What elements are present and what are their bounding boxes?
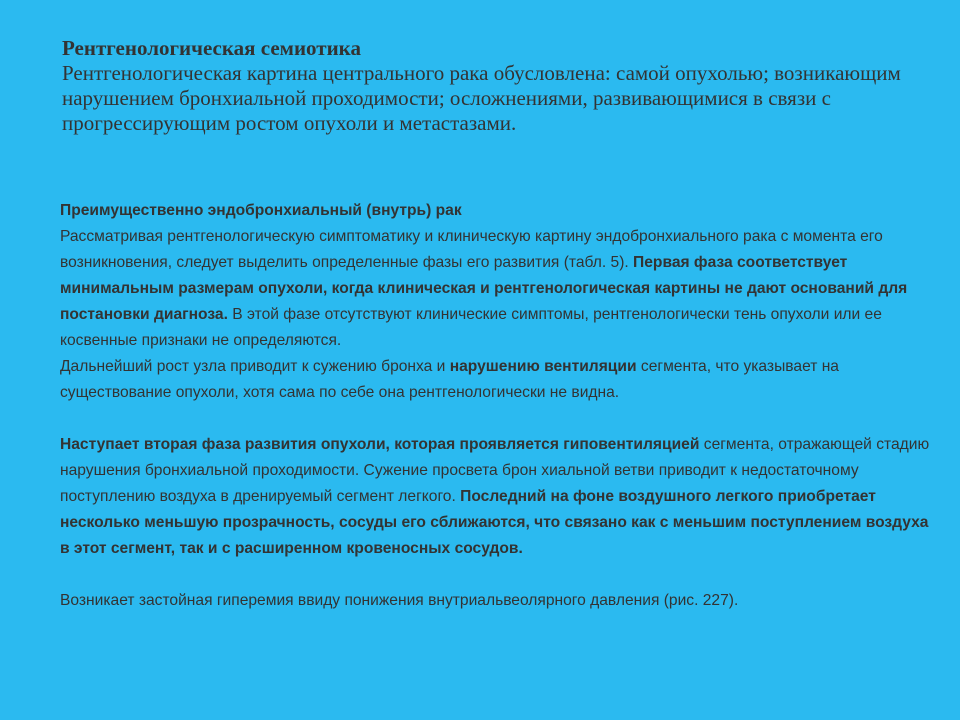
- slide-title: Рентгенологическая семиотика: [62, 36, 361, 60]
- spacer: [60, 406, 930, 432]
- paragraph-growth: [60, 354, 930, 406]
- p3-bold-1: Наступает вторая фаза развития опухоли, которая проявляется гиповентиляцией: [60, 436, 700, 453]
- section-title: [60, 198, 930, 224]
- body-block: [60, 198, 930, 614]
- heading-block: [62, 36, 922, 136]
- p2-text-2: сегмента, что указывает на существование опухоли, хотя сама по себе она рентгенологически не видна.: [60, 358, 839, 401]
- spacer: [60, 562, 930, 588]
- intro-paragraph: Рентгенологическая картина центрального рака обусловлена: самой опухолью; возникающим нарушением бронхиальной проходимости; осложнениями, развивающимися в связи с прогрессирующим ростом опухоли и метастазами.: [62, 61, 901, 135]
- p1-text-1: Рассматривая рентгенологическую симптоматику и клиническую картину эндобронхиального рака с момента его возникновения, следует выделить определенные фазы его развития (табл. 5).: [60, 228, 883, 271]
- section-title-text: Преимущественно эндобронхиальный (внутрь) рак: [60, 202, 462, 219]
- paragraph-phase-one: [60, 224, 930, 354]
- p1-text-2: В этой фазе отсутствуют клинические симптомы, рентгенологически тень опухоли или ее косвенные признаки не определяются.: [60, 306, 882, 349]
- p2-text-1: Дальнейший рост узла приводит к сужению бронха и: [60, 358, 450, 375]
- p4-text-1: Возникает застойная гиперемия ввиду понижения внутриальвеолярного давления (рис. 227).: [60, 592, 739, 609]
- p2-bold-1: нарушению вентиляции: [449, 358, 637, 375]
- p3-bold-2: Последний на фоне воздушного легкого приобретает несколько меньшую прозрачность, сосуды его сближаются, что связано как с меньшим поступлением воздуха в этот сегмент, так и с расширенном кровеносных сосудов.: [60, 488, 929, 557]
- p3-text-1: сегмента, отражающей стадию нарушения бронхиальной проходимости. Сужение просвета брон хиальной ветви приводит к недостаточному поступлению воздуха в дренируемый сегмент легкого.: [60, 436, 930, 505]
- paragraph-phase-two: [60, 432, 930, 562]
- p1-bold-1: Первая фаза соответствует минимальным размерам опухоли, когда клиническая и рентгенологическая картины не дают оснований для постановки диагноза.: [60, 254, 908, 323]
- paragraph-hyperemia: [60, 588, 930, 614]
